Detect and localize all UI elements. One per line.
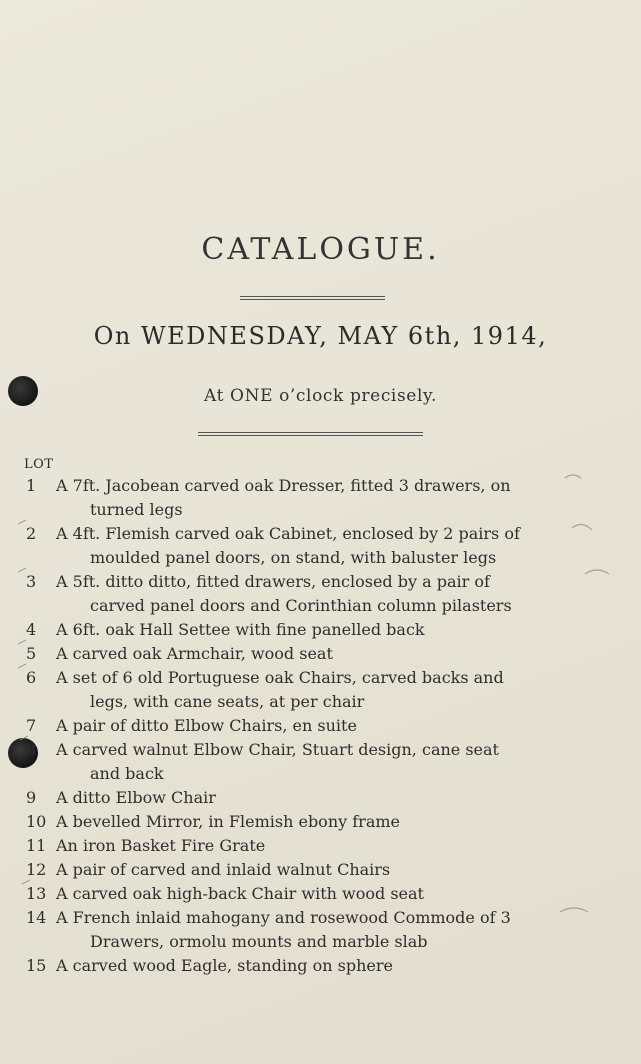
sale-date: On WEDNESDAY, MAY 6th, 1914, [93,322,548,350]
lot-number: 8 [26,740,37,759]
lot-number: 14 [26,908,47,927]
lot-number: 11 [26,836,47,855]
lot-description: A 6ft. oak Hall Settee with fine panelled back [56,620,425,639]
lot-number: 12 [26,860,47,879]
pencil-scribble [560,908,588,912]
lot-number: 4 [26,620,37,639]
lot-number: 1 [26,476,37,495]
sale-time: At ONE o’clock precisely. [204,386,437,406]
lot-number: 6 [26,668,37,687]
lot-description-continued: Drawers, ormolu mounts and marble slab [90,932,428,951]
lot-description: A carved oak Armchair, wood seat [56,644,333,663]
lot-number: 13 [26,884,47,903]
lot-number: 5 [26,644,37,663]
lot-description: A 5ft. ditto ditto, fitted drawers, enclosed by a pair of [56,572,490,591]
lot-description: A pair of carved and inlaid walnut Chairs [56,860,391,879]
pencil-tick [22,880,30,884]
lot-description: An iron Basket Fire Grate [56,836,266,855]
lot-number: 7 [26,716,37,735]
lot-description-continued: legs, with cane seats, at per chair [90,692,365,711]
lot-column-header: LOT [24,457,54,472]
lot-description: A ditto Elbow Chair [56,788,216,807]
lot-description: A carved walnut Elbow Chair, Stuart design, cane seat [56,740,499,759]
lot-description-continued: turned legs [90,500,183,519]
lot-number: 15 [26,956,47,975]
pencil-tick [18,568,26,572]
lot-description: A bevelled Mirror, in Flemish ebony frame [56,812,400,831]
lot-description: A 7ft. Jacobean carved oak Dresser, fitted 3 drawers, on [56,476,511,495]
lot-number: 2 [26,524,37,543]
lot-number: 10 [26,812,47,831]
lot-description: A 4ft. Flemish carved oak Cabinet, enclosed by 2 pairs of [56,524,520,543]
lot-number: 9 [26,788,37,807]
lot-description: A pair of ditto Elbow Chairs, en suite [56,716,357,735]
pencil-tick [18,520,26,524]
pencil-tick [18,664,26,668]
lot-description-continued: moulded panel doors, on stand, with baluster legs [90,548,497,567]
pencil-tick [20,736,28,740]
lot-description-continued: and back [90,764,164,783]
pencil-scribble [585,570,609,574]
lot-description-continued: carved panel doors and Corinthian column pilasters [90,596,512,615]
lot-description: A carved wood Eagle, standing on sphere [56,956,393,975]
pencil-scribble [565,475,581,478]
lot-description: A set of 6 old Portuguese oak Chairs, carved backs and [56,668,504,687]
catalogue-title: CATALOGUE. [201,232,440,267]
pencil-scribble [572,524,592,530]
lot-number: 3 [26,572,37,591]
pencil-tick [18,640,26,644]
lot-description: A French inlaid mahogany and rosewood Commode of 3 [56,908,511,927]
lot-description: A carved oak high-back Chair with wood seat [56,884,424,903]
